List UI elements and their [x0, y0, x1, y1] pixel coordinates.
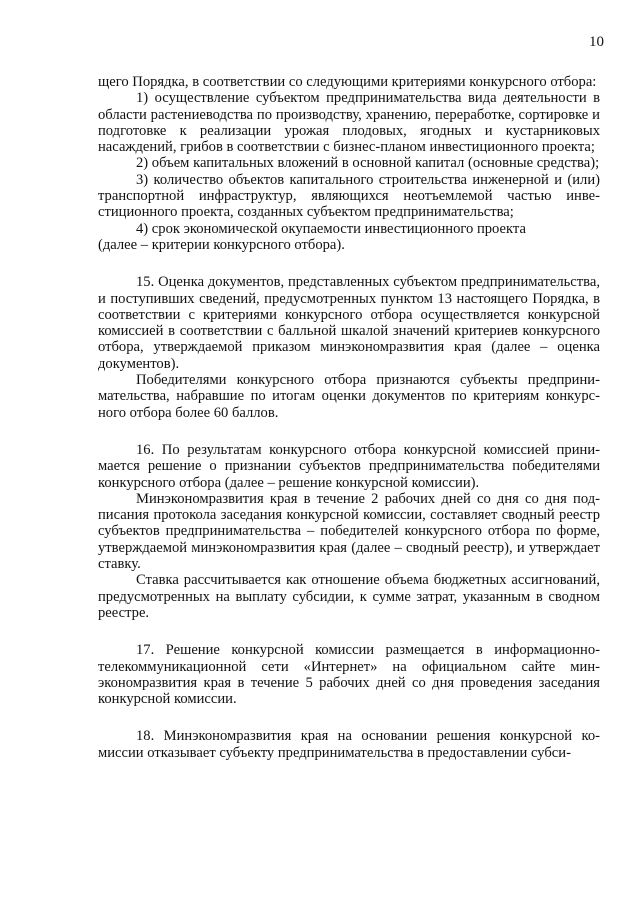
paragraph-criterion-3: 3) количество объектов капитального строительства инженерной и (или) транспортной инфраструктур, являющихся неотъемлемой частью инвестиционного проекта, созданных субъектом предпринимательства;: [98, 171, 600, 221]
paragraph-section-15: 15. Оценка документов, представленных субъектом предпринимательства, и поступивших сведений, предусмотренных пунктом 13 настоящего Порядка, в соответствии с критериями конкурсного отбора осуществляется конкурсной комиссией в соответствии с балльной шкалой значений критериев конкурсного отбора, утверждаемой приказом минэкономразвития края (далее – оценка документов).: [98, 274, 600, 372]
paragraph-section-17: 17. Решение конкурсной комиссии размещается в информационно-телекоммуникационной сети «Интернет» на официальном сайте минэкономразвития края в течение 5 рабочих дней со дня проведения заседания конкурсной комиссии.: [98, 642, 600, 708]
page-number: 10: [589, 34, 604, 50]
paragraph-winners: Победителями конкурсного отбора признаются субъекты предпринимательства, набравшие по итогам оценки документов по критериям конкурсного отбора более 60 баллов.: [98, 372, 600, 421]
paragraph-rate: Ставка рассчитывается как отношение объема бюджетных ассигнований, предусмотренных на выплату субсидии, к сумме затрат, указанным в сводном реестре.: [98, 572, 600, 621]
paragraph-section-16: 16. По результатам конкурсного отбора конкурсной комиссией принимается решение о признании субъектов предпринимательства победителями конкурсного отбора (далее – решение конкурсной комиссии).: [98, 441, 600, 491]
document-body: [98, 74, 600, 761]
paragraph-criteria-intro: щего Порядка, в соответствии со следующими критериями конкурсного отбора:: [98, 74, 597, 90]
paragraph-criterion-1: 1) осуществление субъектом предпринимательства вида деятельности в области растениеводства по производству, хранению, переработке, сортировке и подготовке к реализации урожая плодовых, ягодных и кустарниковых насаждений, грибов в соответствии с бизнес-планом инвестиционного проекта;: [98, 90, 600, 156]
paragraph-criterion-2: 2) объем капитальных вложений в основной капитал (основные средства);: [136, 155, 600, 172]
paragraph-criteria-definition: (далее – критерии конкурсного отбора).: [98, 236, 345, 253]
paragraph-registry: Минэкономразвития края в течение 2 рабочих дней со дня со дня подписания протокола заседания конкурсной комиссии, составляет сводный реестр субъектов предпринимательства – победителей конкурсного отбора по форме, утверждаемой минэкономразвития края (далее – сводный реестр), и утверждает ставку.: [98, 490, 600, 573]
paragraph-criterion-4: 4) срок экономической окупаемости инвестиционного проекта: [136, 220, 526, 237]
paragraph-section-18: 18. Минэкономразвития края на основании решения конкурсной комиссии отказывает субъекту предпринимательства в предоставлении субси-: [98, 728, 600, 761]
